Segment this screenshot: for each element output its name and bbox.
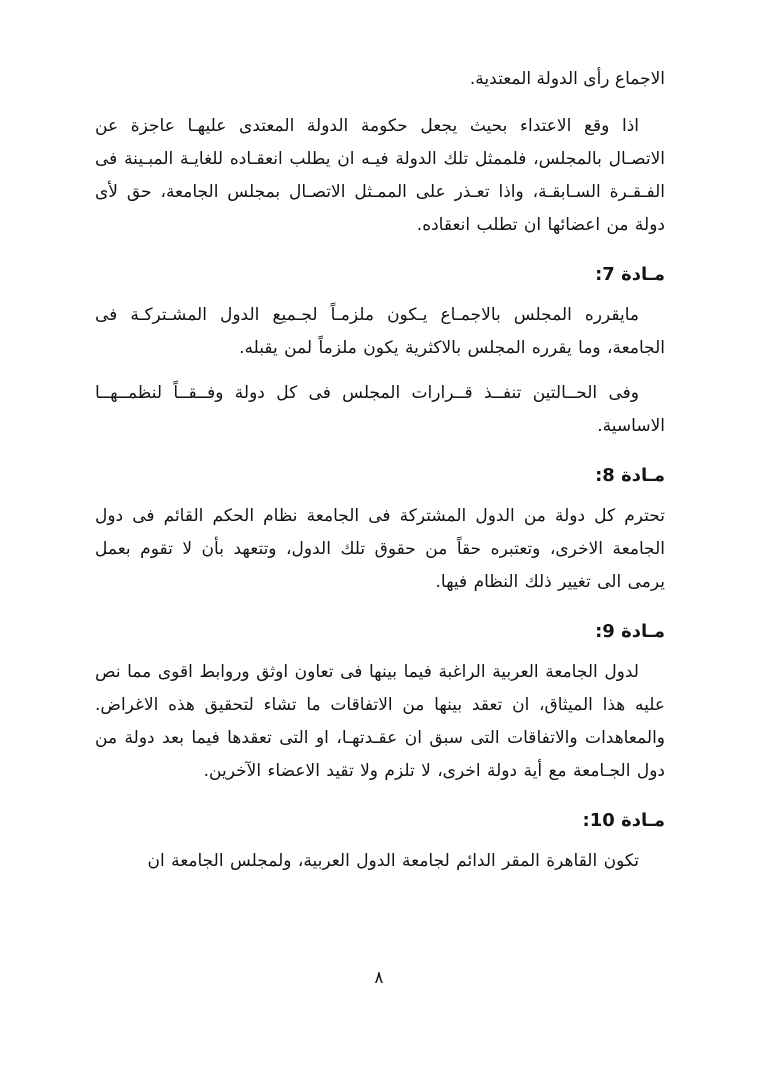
article-7-paragraph-2: وفى الحــالتين تنفــذ قــرارات المجلس فى كل دولة وفــقــاً لنظمــهــا الاساسية. <box>95 383 665 436</box>
intro-line: الاجماع رأى الدولة المعتدية. <box>469 69 665 89</box>
article-8-heading: مـادة 8: <box>595 465 665 486</box>
article-7-heading: مـادة 7: <box>595 264 665 285</box>
intro-paragraph: اذا وقع الاعتداء بحيث يجعل حكومة الدولة المعتدى عليهـا عاجزة عن الاتصـال بالمجلس، فلممثل تلك الدولة فيـه ان يطلب انعقـاده للغايـة المبـينة فى الفـقـرة السـابقـة، واذا تعـذر على الممـثل الاتصـال بمجلس الجامعة، حق لأى دولة من اعضائها ان تطلب انعقاده. <box>95 116 665 235</box>
document-text-block <box>95 64 665 890</box>
page-number: ٨ <box>374 968 384 988</box>
article-9-heading: مـادة 9: <box>595 621 665 642</box>
article-7-paragraph-1: مايقرره المجلس بالاجمـاع يـكون ملزمـاً لجـميع الدول المشـتركـة فى الجامعة، وما يقرره المجلس بالاكثرية يكون ملزماً لمن يقبله. <box>95 305 665 358</box>
article-9-paragraph-1: لدول الجامعة العربية الراغبة فيما بينها فى تعاون اوثق وروابط اقوى مما نص عليه هذا الميثاق، ان تعقد بينها من الاتفاقات ما تشاء لتحقيق هذه الاغراض. والمعاهدات والاتفاقات التى سبق ان عقـدتهـا، او التى تعقدها فيما بعد دولة من دول الجـامعة مع أية دولة اخرى، لا تلزم ولا تقيد الاعضاء الآخرين. <box>95 662 665 781</box>
article-8-paragraph-1: تحترم كل دولة من الدول المشتركة فى الجامعة نظام الحكم القائم فى دول الجامعة الاخرى، وتعتبره حقاً من حقوق تلك الدول، وتتعهد بأن لا تقوم بعمل يرمى الى تغيير ذلك النظام فيها. <box>95 506 665 592</box>
article-10-heading: مـادة 10: <box>582 810 665 831</box>
article-10-paragraph-1: تكون القاهرة المقر الدائم لجامعة الدول العربية، ولمجلس الجامعة ان <box>147 851 639 871</box>
